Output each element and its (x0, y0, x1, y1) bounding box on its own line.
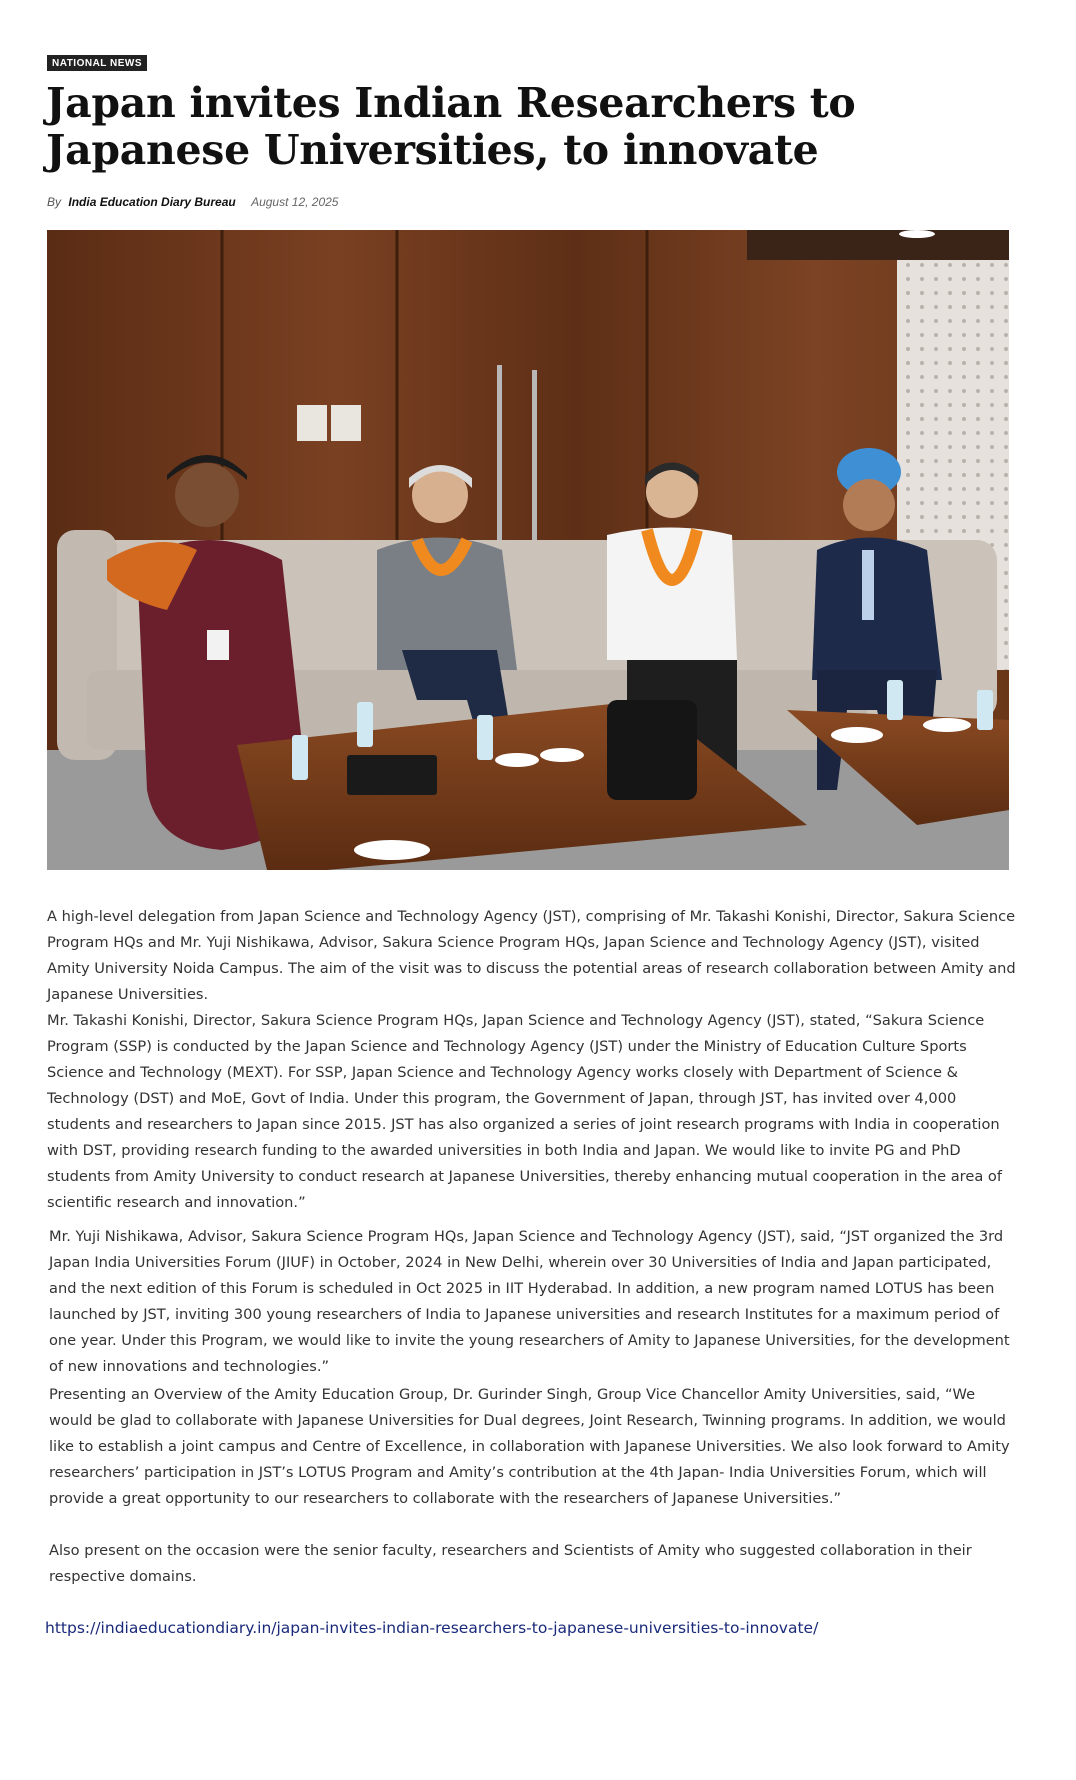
article-paragraph: Mr. Takashi Konishi, Director, Sakura Science Program HQs, Japan Science and Technology Agency (JST), stated, “Sakura Science Program (SSP) is conducted by the Japan Science and Technology Agency (JST) under the Ministry of Education Culture Sports Science and Technology (MEXT). For SSP, Japan Science and Technology Agency works closely with Department of Science & Technology (DST) and MoE, Govt of India. Under this program, the Government of Japan, through JST, has invited over 4,000 students and researchers to Japan since 2015. JST has also organized a series of joint research programs with India in cooperation with DST, providing research funding to the awarded universities in both India and Japan. We would like to invite PG and PhD students from Amity University to conduct research at Japanese Universities, thereby enhancing mutual cooperation in the area of scientific research and innovation.” (47, 1012, 1002, 1211)
article-paragraph: A high-level delegation from Japan Science and Technology Agency (JST), comprising of Mr. Takashi Konishi, Director, Sakura Science Program HQs and Mr. Yuji Nishikawa, Advisor, Sakura Science Program HQs, Japan Science and Technology Agency (JST), visited Amity University Noida Campus. The aim of the visit was to discuss the potential areas of research collaboration between Amity and Japanese Universities. (47, 908, 1016, 1003)
byline (47, 195, 338, 209)
source-url-link[interactable]: https://indiaeducationdiary.in/japan-invites-indian-researchers-to-japanese-universities-to-innovate/ (45, 1619, 819, 1637)
category-badge[interactable]: NATIONAL NEWS (47, 55, 147, 71)
article-title: Japan invites Indian Researchers to Japanese Universities, to innovate (46, 79, 856, 174)
byline-prefix: By (47, 195, 62, 209)
publish-date: August 12, 2025 (251, 195, 339, 209)
hero-photo (47, 230, 1009, 870)
article-paragraph: Mr. Yuji Nishikawa, Advisor, Sakura Science Program HQs, Japan Science and Technology Agency (JST), said, “JST organized the 3rd Japan India Universities Forum (JIUF) in October, 2024 in New Delhi, wherein over 30 Universities of India and Japan participated, and the next edition of this Forum is scheduled in Oct 2025 in IIT Hyderabad. In addition, a new program named LOTUS has been launched by JST, inviting 300 young researchers of India to Japanese universities and research Institutes for a maximum period of one year. Under this Program, we would like to invite the young researchers of Amity to Japanese Universities, for the development of new innovations and technologies.” (49, 1228, 1010, 1375)
article-paragraph: Also present on the occasion were the senior faculty, researchers and Scientists of Amity who suggested collaboration in their respective domains. (49, 1542, 972, 1585)
article-paragraph: Presenting an Overview of the Amity Education Group, Dr. Gurinder Singh, Group Vice Chancellor Amity Universities, said, “We would be glad to collaborate with Japanese Universities for Dual degrees, Joint Research, Twinning programs. In addition, we would like to establish a joint campus and Centre of Excellence, in collaboration with Japanese Universities. We also look forward to Amity researchers’ participation in JST’s LOTUS Program and Amity’s contribution at the 4th Japan- India Universities Forum, which will provide a great opportunity to our researchers to collaborate with the researchers of Japanese Universities.” (49, 1386, 1010, 1507)
author-link[interactable]: India Education Diary Bureau (68, 195, 236, 209)
